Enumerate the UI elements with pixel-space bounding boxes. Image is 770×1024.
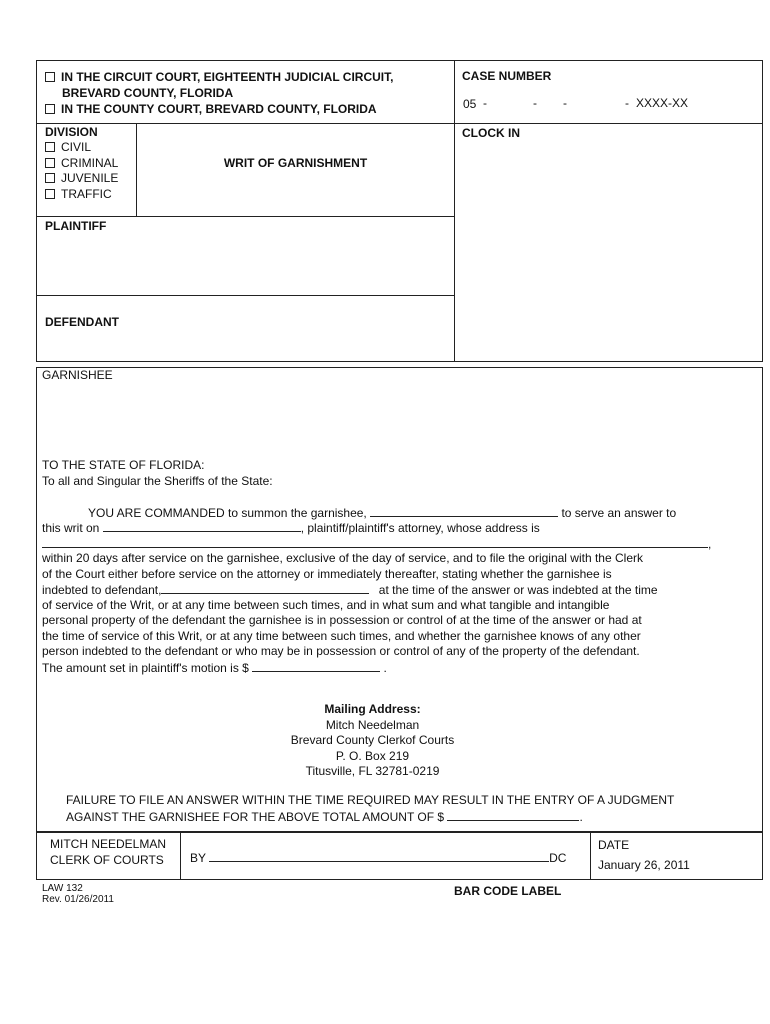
garnishee-name-field[interactable] [370, 505, 558, 517]
court-circuit-checkbox[interactable] [45, 72, 55, 82]
address-line [42, 536, 711, 553]
court-circuit-label-line2: BREVARD COUNTY, FLORIDA [62, 86, 234, 100]
mailing-name: Mitch Needelman [325, 717, 420, 732]
body-line-9: the time of service of this Writ, or at any time between such times, and whether the garnishee knows of any other [42, 628, 641, 643]
attorney-address-field[interactable] [42, 536, 708, 548]
body-line-5: of the Court either before service on the attorney or immediately thereafter, stating whether the garnishee is [42, 566, 612, 581]
mailing-pobox: P. O. Box 219 [335, 748, 410, 763]
body-line-11 [42, 660, 387, 677]
body-line-7: of service of the Writ, or at any time between such times, and in what sum and what tangible and intangible [42, 597, 610, 612]
division-option-juvenile[interactable] [45, 171, 118, 187]
division-label: DIVISION [45, 125, 98, 139]
court-county-label: IN THE COUNTY COURT, BREVARD COUNTY, FLORIDA [61, 102, 377, 116]
case-number-dash-3: - [563, 96, 567, 110]
division-option-civil[interactable] [45, 140, 91, 156]
motion-amount-field[interactable] [252, 660, 380, 672]
case-number-dash-2: - [533, 96, 537, 110]
document-title: WRIT OF GARNISHMENT [223, 156, 368, 170]
date-label: DATE [598, 838, 630, 852]
defendant-name-field[interactable] [161, 582, 369, 594]
body-line-10: person indebted to the defendant or who may be in possession or control of any of the property of the defendant. [42, 644, 640, 658]
division-criminal-checkbox[interactable] [45, 158, 55, 168]
plaintiff-label: PLAINTIFF [45, 219, 107, 233]
clerk-title: CLERK OF COURTS [50, 852, 164, 867]
command-line-2 [42, 520, 540, 537]
court-county-checkbox[interactable] [45, 104, 55, 114]
address-comma: , [708, 536, 712, 551]
warning-line-2 [66, 809, 583, 826]
body-line-8: personal property of the defendant the garnishee is in possession or control of at the time of the answer or had at [42, 613, 642, 627]
header-divider-division [36, 216, 455, 217]
signature-divider-1 [180, 832, 181, 880]
date-value: January 26, 2011 [598, 857, 690, 872]
case-number-label: CASE NUMBER [462, 69, 552, 83]
warning-text: AGAINST THE GARNISHEE FOR THE ABOVE TOTAL AMOUNT OF $ [66, 809, 445, 824]
garnishee-label: GARNISHEE [42, 368, 113, 382]
body-line-6 [42, 582, 658, 599]
header-divider-plaintiff [36, 295, 455, 296]
command-text-2: to serve an answer to [561, 505, 677, 520]
deputy-clerk-signature [190, 850, 566, 867]
division-civil-label: CIVIL [61, 140, 92, 154]
address-text: , plaintiff/plaintiff's attorney, whose address is [300, 521, 540, 535]
by-label: BY [190, 850, 206, 865]
command-line-1 [88, 505, 676, 522]
greeting-sheriffs: To all and Singular the Sheriffs of the State: [42, 473, 273, 488]
signature-divider-2 [590, 832, 591, 880]
division-juvenile-label: JUVENILE [61, 171, 119, 185]
clerk-name: MITCH NEEDELMAN [50, 837, 167, 851]
division-civil-checkbox[interactable] [45, 142, 55, 152]
header-divider-court [36, 123, 763, 124]
amount-text: The amount set in plaintiff's motion is $ [42, 660, 249, 675]
division-juvenile-checkbox[interactable] [45, 173, 55, 183]
division-option-traffic[interactable] [45, 187, 112, 203]
barcode-label: BAR CODE LABEL [454, 884, 562, 898]
dc-label: DC [549, 850, 567, 865]
command-text: YOU ARE COMMANDED to summon the garnishee, [88, 505, 367, 520]
case-number-suffix[interactable]: XXXX-XX [636, 96, 689, 110]
warning-period: . [579, 809, 583, 824]
greeting-state: TO THE STATE OF FLORIDA: [42, 458, 205, 472]
mailing-office: Brevard County Clerkof Courts [290, 733, 455, 747]
writ-on-text: this writ on [42, 521, 100, 535]
indebted-text: indebted to defendant, [42, 583, 162, 597]
warning-line-1: FAILURE TO FILE AN ANSWER WITHIN THE TIME REQUIRED MAY RESULT IN THE ENTRY OF A JUDGMENT [66, 793, 675, 807]
indebted-text-2: at the time of the answer or was indebted at the time [378, 583, 658, 597]
judgment-amount-field[interactable] [447, 809, 579, 821]
case-number-dash-1: - [483, 96, 487, 110]
defendant-label: DEFENDANT [45, 315, 119, 329]
form-revision: Rev. 01/26/2011 [42, 894, 114, 905]
amount-period: . [383, 660, 387, 675]
court-option-circuit[interactable] [45, 70, 393, 86]
body-line-4: within 20 days after service on the garnishee, exclusive of the day of service, and to file the original with the Clerk [42, 551, 643, 565]
signature-field[interactable] [209, 850, 549, 862]
mailing-city: Titusville, FL 32781-0219 [305, 764, 440, 778]
case-number-prefix[interactable]: 05 [463, 97, 477, 111]
division-traffic-checkbox[interactable] [45, 189, 55, 199]
case-number-dash-4: - [625, 96, 629, 110]
division-traffic-label: TRAFFIC [61, 186, 112, 201]
division-criminal-label: CRIMINAL [61, 155, 119, 170]
mailing-address-label: Mailing Address: [324, 702, 421, 716]
court-circuit-label: IN THE CIRCUIT COURT, EIGHTEENTH JUDICIAL CIRCUIT, [61, 70, 394, 84]
court-option-county[interactable] [45, 102, 377, 118]
attorney-name-field[interactable] [103, 520, 301, 532]
header-divider-vertical [454, 60, 455, 362]
form-number: LAW 132 [42, 883, 83, 894]
clock-in-label: CLOCK IN [462, 126, 520, 140]
division-option-criminal[interactable] [45, 156, 118, 172]
